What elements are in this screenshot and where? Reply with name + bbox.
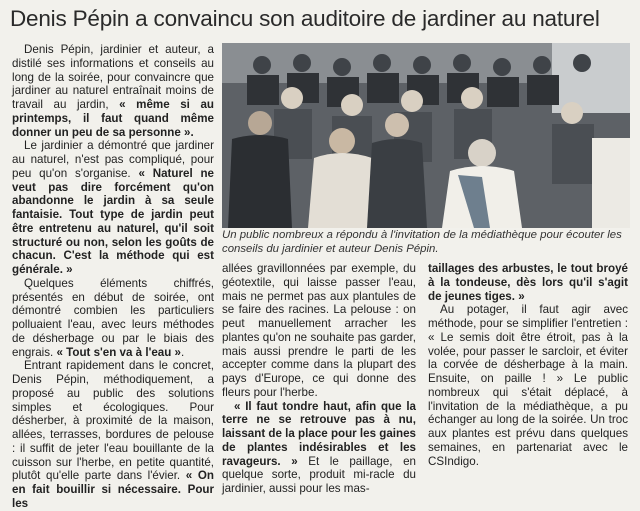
audience-photo <box>222 43 630 228</box>
article-headline: Denis Pépin a convaincu son auditoire de jardiner au naturel <box>10 6 600 31</box>
paragraph: Quelques éléments chiffrés, présentés en début de soirée, ont démontré combien les particuliers polluaient l'eau, avec leurs méthodes de désherbage ou par le biais des engrais. « Tout s'en va à l'eau ». <box>12 276 214 359</box>
article-column-1 <box>12 43 214 511</box>
article-column-3 <box>428 262 628 468</box>
bold-quote: « Il faut tondre haut, afin que la terre ne se retrouve pas à nu, laissant de la place pour les gaines de plantes indésirables et les ravageurs. » <box>222 399 416 468</box>
bold-quote: « même si au printemps, il faut quand même donner un peu de sa personne ». <box>12 98 215 139</box>
paragraph: Denis Pépin, jardinier et auteur, a distilé ses informations et conseils au long de la soirée, pour convaincre que jardiner au naturel entraînait moins de travail au jardin, « même si au printemps, il faut quand même donner un peu de sa personne ». <box>12 43 215 139</box>
paragraph: « Il faut tondre haut, afin que la terre ne se retrouve pas à nu, laissant de la place pour les gaines de plantes indésirables et les ravageurs. » Et le paillage, en quelque sorte, produit mi-racle du jardinier, aussi pour les mas- <box>222 399 416 495</box>
paragraph: Entrant rapidement dans le concret, Denis Pépin, méthodiquement, a proposé au public des solutions simples et écologiques. Pour désherber, à proximité de la maison, allées, terrasses, bordures de pelouse : il suffit de jeter l'eau bouillante de la cuisson sur l'herbe, en petite quantité, plutôt qu'elle parte dans l'évier. « On en fait bouillir si nécessaire. Pour les <box>12 359 214 510</box>
bold-quote: « Tout s'en va à l'eau » <box>56 345 181 359</box>
bold-quote: « On en fait bouillir si nécessaire. Pour les <box>12 469 214 510</box>
bold-quote: taillages des arbustes, le tout broyé à la tondeuse, dès lors qu'il s'agit de jeunes tiges. » <box>428 262 628 303</box>
photo-caption: Un public nombreux a répondu à l'invitation de la médiathèque pour écouter les conseils du jardinier et auteur Denis Pépin. <box>222 229 622 255</box>
audience-photo-illustration <box>222 43 630 228</box>
paragraph: Au potager, il faut agir avec méthode, pour se simplifier l'entretien : « Le semis doit être étroit, pas à la volée, pour passer le sarcloir, et éviter la corvée de désherbage à la main. Ensuite, on paille ! » Le public nombreux qui s'était déplacé, à l'invitation de la médiathèque, a pu échanger au long de la soirée. Un troc aux plantes est prévu dans quelques semaines, en partenariat avec le CSIndigo. <box>428 303 628 468</box>
article-column-2 <box>222 262 416 496</box>
paragraph: Le jardinier a démontré que jardiner au naturel, n'est pas compliqué, pour peu qu'on s'organise. « Naturel ne veut pas dire forcément qu'on abandonne le jardin à sa seule fantaisie. Tout type de jardin peut être entretenu au naturel, qu'il soit structuré ou non, selon les goûts de chacun. C'est la méthode qui est générale. » <box>12 139 214 276</box>
bold-quote: « Naturel ne veut pas dire forcément qu'on abandonne le jardin à sa seule fantaisie. Tout type de jardin peut être entretenu au naturel, qu'il soit structuré ou non, selon les goûts de chacun. C'est la méthode qui est générale. » <box>12 166 214 276</box>
paragraph: allées gravillonnées par exemple, du géotextile, qui laisse passer l'eau, mais ne permet pas aux plantules de se faire des racines. La pelouse : on peut manuellement arracher les plantes qu'on ne souhaite pas garder, mais aussi prendre le parti de les accepter comme dans la plupart des pays d'Europe, ce qui donne des fleurs pour l'herbe. <box>222 262 416 399</box>
paragraph <box>428 262 628 303</box>
